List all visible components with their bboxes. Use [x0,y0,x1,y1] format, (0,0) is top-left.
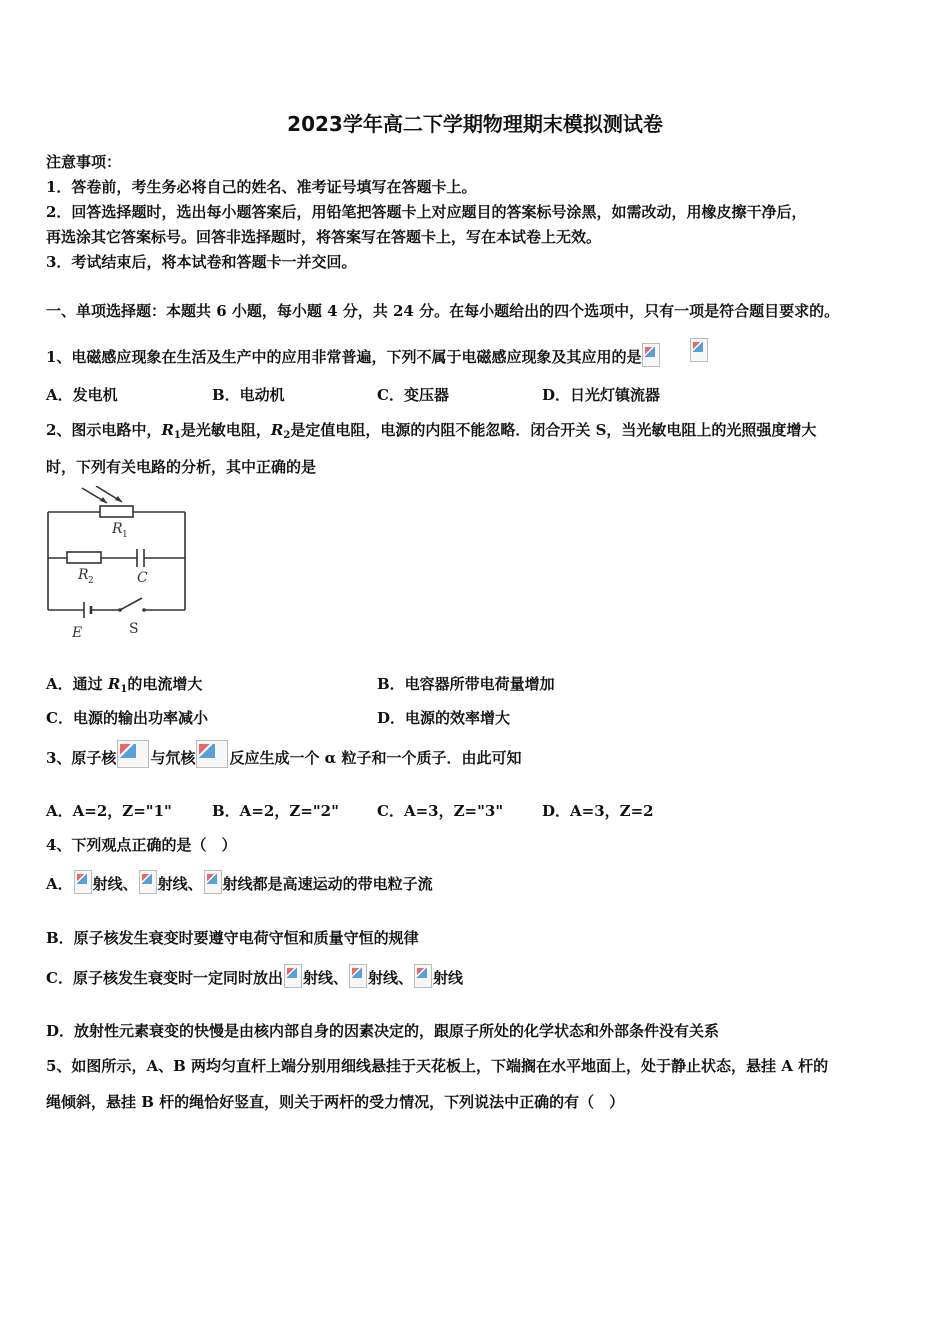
q2-opt-a-pre: A．通过 [46,675,108,693]
q1-option-d: D．日光灯镇流器 [542,386,661,404]
q4-opt-a-3: 射线都是高速运动的带电粒子流 [222,875,433,893]
label-r1-sub: 1 [122,530,128,540]
question-1-stem [46,338,709,367]
notice-item: 3．考试结束后，将本试卷和答题卡一并交回。 [46,253,357,271]
broken-image-icon [139,870,157,894]
question-2-stem-line2: 时，下列有关电路的分析，其中正确的是 [46,458,317,476]
q4-opt-a-2: 射线、 [157,875,203,893]
notice-item: 2．回答选择题时，选出每小题答案后，用铅笔把答题卡上对应题目的答案标号涂黑，如需改动，用橡皮擦干净后， [46,203,807,221]
q2-text-a: 2、图示电路中， [46,421,162,439]
q4-option-d: D．放射性元素衰变的快慢是由核内部自身的因素决定的，跟原子所处的化学状态和外部条件没有关系 [46,1022,720,1040]
question-5-stem-line2: 绳倾斜，悬挂 B 杆的绳恰好竖直，则关于两杆的受力情况，下列说法中正确的有（ ） [46,1093,625,1111]
question-5-stem-line1: 5、如图所示，A、B 两均匀直杆上端分别用细线悬挂于天花板上，下端搁在水平地面上，处于静止状态，悬挂 A 杆的 [46,1057,829,1075]
question-4-stem: 4、下列观点正确的是（ ） [46,836,237,854]
q3-option-a: A．A=2，Z="1" [46,802,172,820]
broken-image-icon [284,964,302,988]
q2-option-d: D．电源的效率增大 [377,709,511,727]
photoresistor-r1 [100,506,133,517]
q3-text-b: 与氘核 [150,749,196,767]
question-1-text: 1、电磁感应现象在生活及生产中的应用非常普遍，下列不属于电磁感应现象及其应用的是 [46,348,642,366]
q3-option-c: C．A=3，Z="3" [377,802,504,820]
switch-contact [118,608,122,612]
section-heading: 一、单项选择题：本题共 6 小题，每小题 4 分，共 24 分。在每小题给出的四个选项中，只有一项是符合题目要求的。 [46,302,840,320]
label-r2-sub: 2 [88,576,94,586]
notice-heading: 注意事项： [46,153,122,171]
q2-opt-a-post: 的电流增大 [127,675,203,693]
question-2-stem [46,420,816,446]
q2-option-a [46,674,202,700]
q2-option-c: C．电源的输出功率减小 [46,709,208,727]
q2-text-c: 是定值电阻，电源的内阻不能忽略．闭合开关 S，当光敏电阻上的光照强度增大 [290,421,817,439]
arrowhead [115,496,122,502]
q4-opt-a-pre: A． [46,875,73,893]
circuit-diagram [40,486,200,642]
notice-item: 1．答卷前，考生务必将自己的姓名、准考证号填写在答题卡上。 [46,178,477,196]
q1-option-a: A．发电机 [46,386,118,404]
q1-option-b: B．电动机 [212,386,285,404]
resistor-r2 [67,552,101,563]
q4-opt-c-pre: C．原子核发生衰变时一定同时放出 [46,969,283,987]
q3-option-b: B．A=2，Z="2" [212,802,339,820]
q2-text-b: 是光敏电阻， [180,421,271,439]
q4-option-b: B．原子核发生衰变时要遵守电荷守恒和质量守恒的规律 [46,929,419,947]
broken-image-icon [642,343,660,367]
arrowhead [100,497,107,503]
q2-var-r1: R [161,421,174,439]
label-r2: R [78,567,89,583]
broken-image-icon [690,338,708,362]
label-s: S [129,621,139,637]
q4-opt-c-1: 射线、 [302,969,348,987]
q3-text-c: 反应生成一个 α 粒子和一个质子．由此可知 [229,749,522,767]
q2-opt-a-sub: 1 [120,684,128,695]
q3-option-d: D．A=3，Z=2 [542,802,654,820]
q4-option-a [46,869,433,899]
switch-contact [142,608,146,612]
q2-option-b: B．电容器所带电荷量增加 [377,675,555,693]
broken-image-icon [349,964,367,988]
q4-option-c [46,963,463,993]
q2-var-r2: R [270,421,284,439]
question-3-stem [46,740,521,773]
broken-image-icon [414,964,432,988]
broken-image-icon [74,870,92,894]
q4-opt-c-2: 射线、 [367,969,413,987]
q1-option-c: C．变压器 [377,386,449,404]
q2-opt-a-var: R [107,675,121,693]
label-c: C [137,570,148,586]
q4-opt-a-1: 射线、 [92,875,138,893]
notice-item: 再选涂其它答案标号。回答非选择题时，将答案写在答题卡上，写在本试卷上无效。 [46,228,602,246]
q3-text-a: 3、原子核 [46,749,117,767]
page-title: 2023学年高二下学期物理期末模拟测试卷 [287,112,663,136]
label-e: E [72,625,83,641]
switch-s [120,598,142,610]
broken-image-icon [196,740,228,768]
q2-var-r1-sub: 1 [173,430,181,441]
q2-var-r2-sub: 2 [283,430,291,441]
broken-image-icon [117,740,149,768]
broken-image-icon [204,870,222,894]
label-r1: R [112,521,123,537]
q4-opt-c-3: 射线 [432,969,463,987]
